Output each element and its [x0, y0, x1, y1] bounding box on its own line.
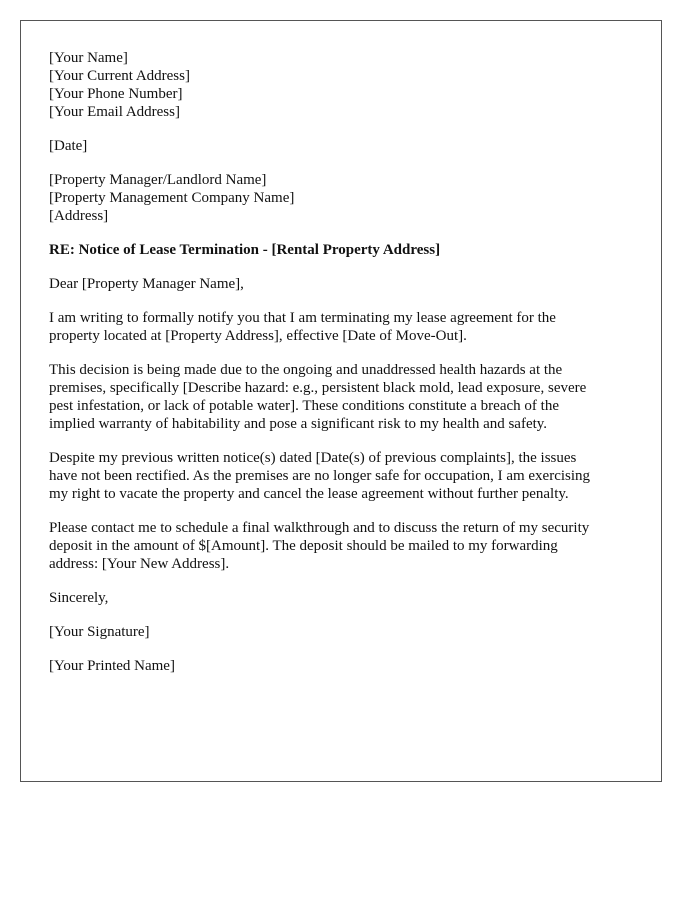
paragraph-line: This decision is being made due to the ongoing and unaddressed health hazards at the	[49, 362, 563, 378]
recipient-block	[49, 171, 649, 225]
letter-body	[49, 49, 649, 691]
paragraph-line: premises, specifically [Describe hazard: e.g., persistent black mold, lead exposure, severe	[49, 380, 587, 396]
paragraph-notice	[49, 309, 649, 345]
sender-name: [Your Name]	[49, 50, 128, 66]
closing: Sincerely,	[49, 590, 109, 606]
paragraph-deposit	[49, 519, 649, 573]
paragraph-line: implied warranty of habitability and pose a significant risk to my health and safety.	[49, 416, 548, 432]
paragraph-line: pest infestation, or lack of potable water]. These conditions constitute a breach of the	[49, 398, 559, 414]
sender-address: [Your Current Address]	[49, 68, 190, 84]
sender-email: [Your Email Address]	[49, 104, 180, 120]
paragraph-line: Please contact me to schedule a final walkthrough and to discuss the return of my security	[49, 520, 590, 536]
signature: [Your Signature]	[49, 624, 150, 640]
recipient-address: [Address]	[49, 208, 109, 224]
paragraph-line: Despite my previous written notice(s) dated [Date(s) of previous complaints], the issues	[49, 450, 577, 466]
paragraph-line: I am writing to formally notify you that I am terminating my lease agreement for the	[49, 310, 556, 326]
subject-line: RE: Notice of Lease Termination - [Rental Property Address]	[49, 242, 441, 258]
paragraph-line: property located at [Property Address], effective [Date of Move-Out].	[49, 328, 467, 344]
salutation: Dear [Property Manager Name],	[49, 276, 244, 292]
paragraph-line: address: [Your New Address].	[49, 556, 230, 572]
printed-name: [Your Printed Name]	[49, 658, 175, 674]
sender-block	[49, 49, 649, 121]
recipient-company: [Property Management Company Name]	[49, 190, 295, 206]
paragraph-line: my right to vacate the property and cancel the lease agreement without further penalty.	[49, 486, 569, 502]
paragraph-line: deposit in the amount of $[Amount]. The deposit should be mailed to my forwarding	[49, 538, 558, 554]
sender-phone: [Your Phone Number]	[49, 86, 183, 102]
paragraph-prior-notice	[49, 449, 649, 503]
recipient-name: [Property Manager/Landlord Name]	[49, 172, 267, 188]
letter-date: [Date]	[49, 138, 88, 154]
paragraph-line: have not been rectified. As the premises are no longer safe for occupation, I am exercising	[49, 468, 591, 484]
letter-page	[20, 20, 662, 782]
paragraph-reason	[49, 361, 649, 433]
